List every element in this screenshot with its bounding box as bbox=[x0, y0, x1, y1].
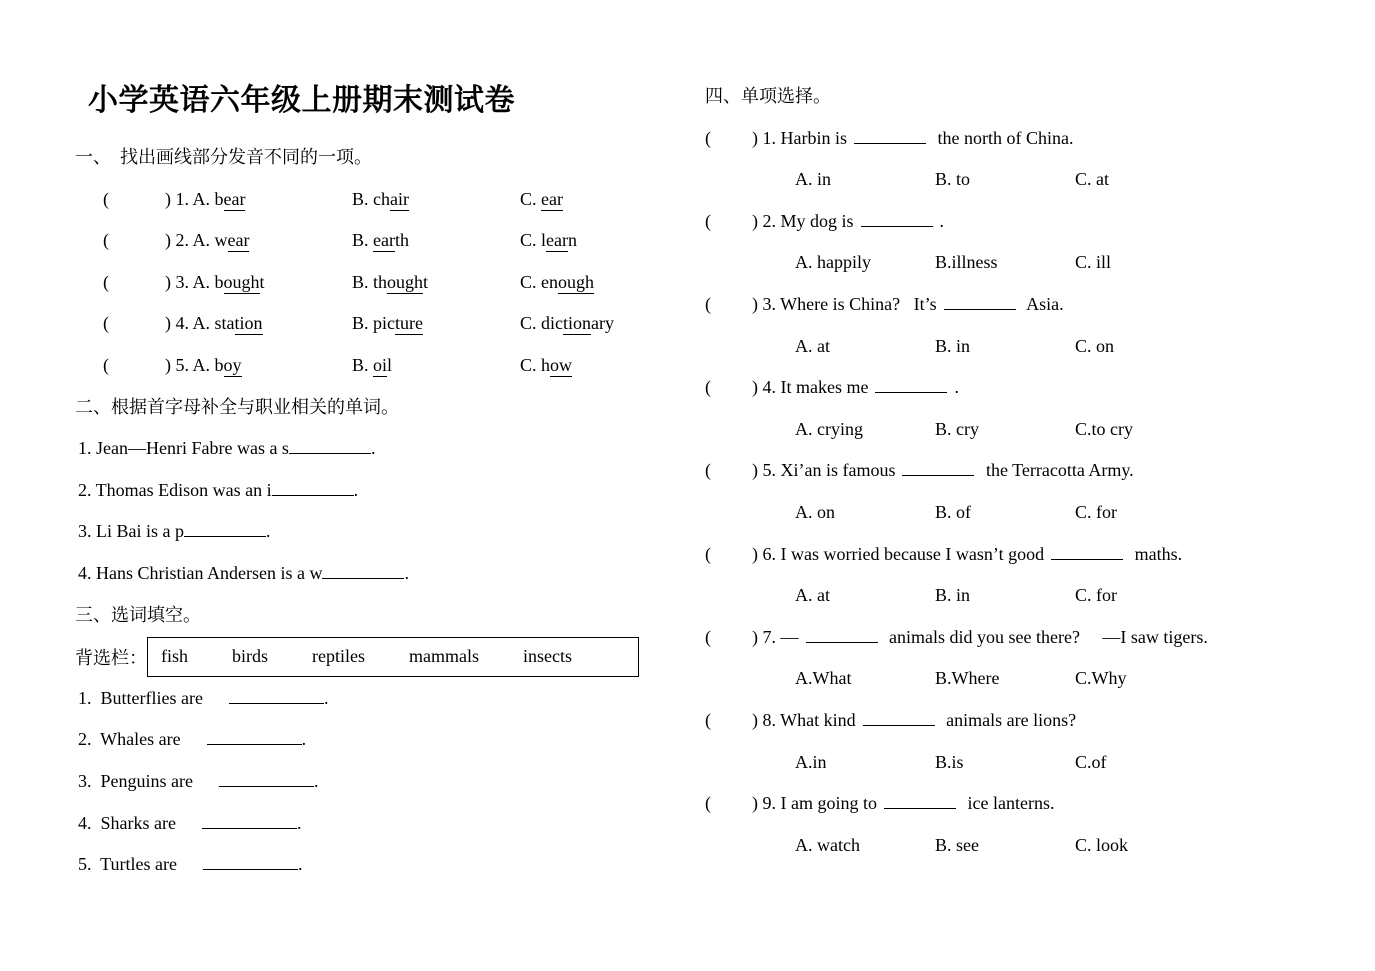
fill-blank bbox=[207, 727, 302, 745]
answer-paren-open: ( bbox=[103, 354, 109, 375]
option-label: B. bbox=[352, 271, 374, 292]
bank-word: mammals bbox=[408, 646, 479, 667]
word-bank-box bbox=[147, 637, 639, 677]
answer-paren-open: ( bbox=[705, 793, 711, 814]
item-text: 4. Hans Christian Andersen is a w bbox=[78, 562, 323, 583]
phonetic-question bbox=[75, 345, 693, 387]
underlined-part: tion bbox=[234, 313, 263, 334]
mc-question-text bbox=[752, 783, 1370, 825]
answer-paren-open: ( bbox=[103, 230, 109, 251]
item-text: 5. Turtles are bbox=[78, 854, 177, 875]
question-stem: ) 7. — bbox=[752, 626, 799, 647]
phonetic-option bbox=[165, 179, 352, 221]
phonetics-question-list bbox=[75, 179, 693, 387]
phonetic-question bbox=[75, 220, 693, 262]
phonetic-question bbox=[75, 262, 693, 304]
word-prefix: w bbox=[214, 230, 228, 251]
word-fill-item bbox=[75, 761, 693, 803]
mc-option: B. in bbox=[935, 585, 971, 606]
fill-blank bbox=[219, 769, 314, 787]
option-label: C. bbox=[520, 313, 542, 334]
word-fill-item bbox=[75, 844, 693, 886]
phonetic-option bbox=[520, 220, 693, 262]
item-text: 2. Thomas Edison was an i bbox=[78, 479, 272, 500]
item-period: . bbox=[296, 812, 302, 833]
answer-paren-open: ( bbox=[103, 271, 109, 292]
mc-option: A. in bbox=[795, 169, 831, 190]
mc-question-text bbox=[752, 700, 1370, 742]
word-bank-label: 背选栏： bbox=[75, 647, 147, 668]
fill-blank bbox=[854, 126, 926, 144]
left-column bbox=[75, 75, 693, 886]
word-suffix: ary bbox=[591, 313, 615, 334]
section1-heading: 一、 找出画线部分发音不同的一项。 bbox=[75, 147, 372, 167]
word-suffix: t bbox=[259, 271, 265, 292]
mc-option: B.Where bbox=[935, 668, 1000, 689]
mc-options bbox=[705, 409, 1370, 451]
phonetic-question bbox=[75, 179, 693, 221]
mc-question-text bbox=[752, 201, 1370, 243]
question-stem: ) 9. I am going to bbox=[752, 793, 877, 814]
fill-blank bbox=[229, 686, 324, 704]
underlined-part: ough bbox=[387, 271, 424, 292]
question-stem: ) 6. I was worried because I wasn’t good bbox=[752, 543, 1045, 564]
item-period: . bbox=[266, 521, 271, 542]
mc-option: A.What bbox=[795, 668, 852, 689]
option-label: C. bbox=[520, 230, 542, 251]
mc-question-text bbox=[752, 118, 1370, 160]
word-prefix: b bbox=[214, 354, 224, 375]
underlined-part: tion bbox=[563, 313, 592, 334]
mc-option: C. on bbox=[1075, 335, 1115, 356]
phonetic-option bbox=[352, 345, 520, 387]
item-period: . bbox=[298, 854, 303, 875]
mc-options bbox=[705, 242, 1370, 284]
fill-blank bbox=[289, 436, 371, 454]
underlined-part: oi bbox=[373, 354, 388, 375]
question-tail: the Terracotta Army. bbox=[981, 460, 1134, 481]
fill-blank bbox=[184, 519, 266, 537]
option-label: B. bbox=[352, 354, 374, 375]
word-prefix: l bbox=[541, 230, 547, 251]
mc-question bbox=[705, 617, 1370, 659]
section3-heading: 三、选词填空。 bbox=[75, 604, 201, 625]
mc-option: A. at bbox=[795, 335, 830, 356]
fill-blank bbox=[202, 810, 297, 828]
item-period: . bbox=[353, 479, 359, 500]
occupation-item bbox=[75, 511, 693, 553]
question-stem: ) 1. Harbin is bbox=[752, 127, 847, 148]
item-text: 1. Butterflies are bbox=[78, 687, 203, 708]
mc-question-text bbox=[752, 617, 1370, 659]
option-label: ) 4. A. bbox=[165, 313, 215, 334]
underlined-part: ear bbox=[227, 230, 250, 251]
page-title: 小学英语六年级上册期末测试卷 bbox=[88, 84, 515, 117]
mc-question bbox=[705, 118, 1370, 160]
question-tail: . bbox=[939, 210, 945, 231]
mc-option: B. see bbox=[935, 834, 979, 855]
underlined-part: ear bbox=[546, 230, 569, 251]
question-tail: Asia. bbox=[1022, 293, 1064, 314]
answer-paren-open: ( bbox=[705, 626, 711, 647]
mc-question bbox=[705, 284, 1370, 326]
question-tail: the north of China. bbox=[932, 127, 1074, 148]
mc-option: A. watch bbox=[795, 834, 860, 855]
item-text: 3. Penguins are bbox=[78, 770, 193, 791]
mc-option: C. look bbox=[1075, 834, 1129, 855]
item-period: . bbox=[313, 770, 319, 791]
question-tail: ice lanterns. bbox=[962, 793, 1055, 814]
mc-question bbox=[705, 783, 1370, 825]
fill-blank bbox=[272, 478, 354, 496]
item-period: . bbox=[301, 729, 307, 750]
word-prefix: h bbox=[541, 354, 551, 375]
mc-option: C. for bbox=[1075, 501, 1117, 522]
question-tail: animals are lions? bbox=[941, 709, 1077, 730]
mc-options bbox=[705, 658, 1370, 700]
occupation-item bbox=[75, 470, 693, 512]
fill-blank bbox=[861, 209, 933, 227]
mc-option: C.Why bbox=[1075, 668, 1127, 689]
fill-blank bbox=[1051, 541, 1123, 559]
fill-blank bbox=[203, 852, 298, 870]
question-stem: ) 2. My dog is bbox=[752, 210, 854, 231]
option-label: B. bbox=[352, 313, 374, 334]
option-label: C. bbox=[520, 188, 542, 209]
mc-option: A. at bbox=[795, 585, 830, 606]
occupation-item bbox=[75, 428, 693, 470]
phonetic-option bbox=[165, 345, 352, 387]
fill-blank bbox=[863, 708, 935, 726]
mc-option: A. crying bbox=[795, 418, 863, 439]
question-stem: ) 3. Where is China? It’s bbox=[752, 293, 937, 314]
word-prefix: b bbox=[214, 271, 224, 292]
answer-paren-open: ( bbox=[103, 313, 109, 334]
fill-blank bbox=[806, 625, 878, 643]
mc-option: B.illness bbox=[935, 252, 998, 273]
mc-question bbox=[705, 534, 1370, 576]
question-stem: ) 4. It makes me bbox=[752, 377, 869, 398]
word-fill-item bbox=[75, 803, 693, 845]
fill-blank bbox=[322, 561, 404, 579]
bank-word: fish bbox=[161, 646, 188, 667]
underlined-part: air bbox=[390, 188, 409, 209]
answer-paren-open: ( bbox=[103, 188, 109, 209]
mc-option: B. to bbox=[935, 169, 971, 190]
phonetic-option bbox=[520, 303, 693, 345]
underlined-part: ture bbox=[395, 313, 423, 334]
option-label: C. bbox=[520, 271, 542, 292]
mc-option: B. in bbox=[935, 335, 971, 356]
phonetic-question bbox=[75, 303, 693, 345]
mc-option: C.to cry bbox=[1075, 418, 1133, 439]
mc-question-text bbox=[752, 450, 1370, 492]
phonetic-option bbox=[165, 303, 352, 345]
mc-option: C. for bbox=[1075, 585, 1117, 606]
fill-blank bbox=[944, 292, 1016, 310]
section2-heading: 二、根据首字母补全与职业相关的单词。 bbox=[75, 396, 399, 417]
option-label: C. bbox=[520, 354, 542, 375]
mc-question-text bbox=[752, 284, 1370, 326]
underlined-part: ear bbox=[223, 188, 246, 209]
question-tail: . bbox=[954, 377, 959, 398]
mc-option: C. ill bbox=[1075, 252, 1112, 273]
word-prefix: th bbox=[373, 271, 388, 292]
answer-paren-open: ( bbox=[705, 460, 711, 481]
answer-paren-open: ( bbox=[705, 709, 711, 730]
mc-options bbox=[705, 575, 1370, 617]
mc-question bbox=[705, 367, 1370, 409]
answer-paren-open: ( bbox=[705, 210, 711, 231]
bank-word: birds bbox=[232, 646, 268, 667]
word-suffix: t bbox=[423, 271, 429, 292]
fill-blank bbox=[884, 791, 956, 809]
section4-heading: 四、单项选择。 bbox=[705, 86, 831, 106]
option-label: ) 3. A. bbox=[165, 271, 215, 292]
phonetic-option bbox=[520, 345, 693, 387]
underlined-part: ear bbox=[373, 230, 395, 251]
option-label: ) 1. A. bbox=[165, 188, 215, 209]
phonetic-option bbox=[165, 220, 352, 262]
mc-question bbox=[705, 201, 1370, 243]
phonetic-option bbox=[520, 179, 693, 221]
item-period: . bbox=[323, 687, 329, 708]
mc-question-text bbox=[752, 367, 1370, 409]
word-prefix: ch bbox=[373, 188, 391, 209]
option-label: ) 5. A. bbox=[165, 354, 215, 375]
underlined-part: oy bbox=[223, 354, 242, 375]
word-prefix: b bbox=[214, 188, 224, 209]
right-column bbox=[705, 76, 1370, 866]
underlined-part: ough bbox=[223, 271, 260, 292]
mc-option: A. on bbox=[795, 501, 835, 522]
word-suffix: n bbox=[568, 230, 578, 251]
fill-blank bbox=[902, 458, 974, 476]
mc-option: B.is bbox=[935, 751, 964, 772]
word-suffix: th bbox=[395, 230, 410, 251]
phonetic-option bbox=[352, 262, 520, 304]
mc-question bbox=[705, 450, 1370, 492]
mc-options bbox=[705, 742, 1370, 784]
item-text: 1. Jean—Henri Fabre was a s bbox=[78, 438, 289, 459]
question-tail: maths. bbox=[1130, 543, 1183, 564]
answer-paren-open: ( bbox=[705, 377, 711, 398]
word-prefix: en bbox=[541, 271, 559, 292]
mc-options bbox=[705, 825, 1370, 867]
option-label: B. bbox=[352, 230, 374, 251]
phonetic-option bbox=[520, 262, 693, 304]
occupations-item-list bbox=[75, 428, 693, 594]
underlined-part: ear bbox=[541, 188, 563, 209]
bank-word: insects bbox=[522, 646, 572, 667]
item-text: 4. Sharks are bbox=[78, 812, 176, 833]
word-suffix: l bbox=[387, 354, 393, 375]
answer-paren-open: ( bbox=[705, 293, 711, 314]
mc-options bbox=[705, 159, 1370, 201]
answer-paren-open: ( bbox=[705, 127, 711, 148]
phonetic-option bbox=[352, 303, 520, 345]
item-period: . bbox=[370, 438, 376, 459]
question-tail: animals did you see there? —I saw tigers. bbox=[884, 626, 1208, 647]
question-stem: ) 8. What kind bbox=[752, 709, 856, 730]
word-fill-item-list bbox=[75, 678, 693, 886]
answer-paren-open: ( bbox=[705, 543, 711, 564]
word-prefix: dic bbox=[541, 313, 564, 334]
mc-options bbox=[705, 492, 1370, 534]
phonetic-option bbox=[352, 220, 520, 262]
mc-option: B. of bbox=[935, 501, 971, 522]
word-prefix: sta bbox=[214, 313, 235, 334]
word-prefix: pic bbox=[373, 313, 396, 334]
phonetic-option bbox=[352, 179, 520, 221]
item-text: 3. Li Bai is a p bbox=[78, 521, 184, 542]
mc-option: A.in bbox=[795, 751, 827, 772]
mc-question-text bbox=[752, 534, 1370, 576]
mc-option: C. at bbox=[1075, 169, 1109, 190]
word-fill-item bbox=[75, 719, 693, 761]
mc-question bbox=[705, 700, 1370, 742]
option-label: B. bbox=[352, 188, 374, 209]
mc-options bbox=[705, 326, 1370, 368]
occupation-item bbox=[75, 553, 693, 595]
item-text: 2. Whales are bbox=[78, 729, 181, 750]
item-period: . bbox=[404, 562, 409, 583]
mc-option: A. happily bbox=[795, 252, 871, 273]
option-label: ) 2. A. bbox=[165, 230, 215, 251]
word-fill-item bbox=[75, 678, 693, 720]
underlined-part: ow bbox=[550, 354, 573, 375]
mc-option: B. cry bbox=[935, 418, 979, 439]
phonetic-option bbox=[165, 262, 352, 304]
fill-blank bbox=[875, 375, 947, 393]
word-bank-row bbox=[75, 636, 693, 678]
question-stem: ) 5. Xi’an is famous bbox=[752, 460, 896, 481]
bank-word: reptiles bbox=[312, 646, 365, 667]
mc-option: C.of bbox=[1075, 751, 1107, 772]
underlined-part: ough bbox=[558, 271, 595, 292]
multiple-choice-question-list bbox=[705, 118, 1370, 867]
